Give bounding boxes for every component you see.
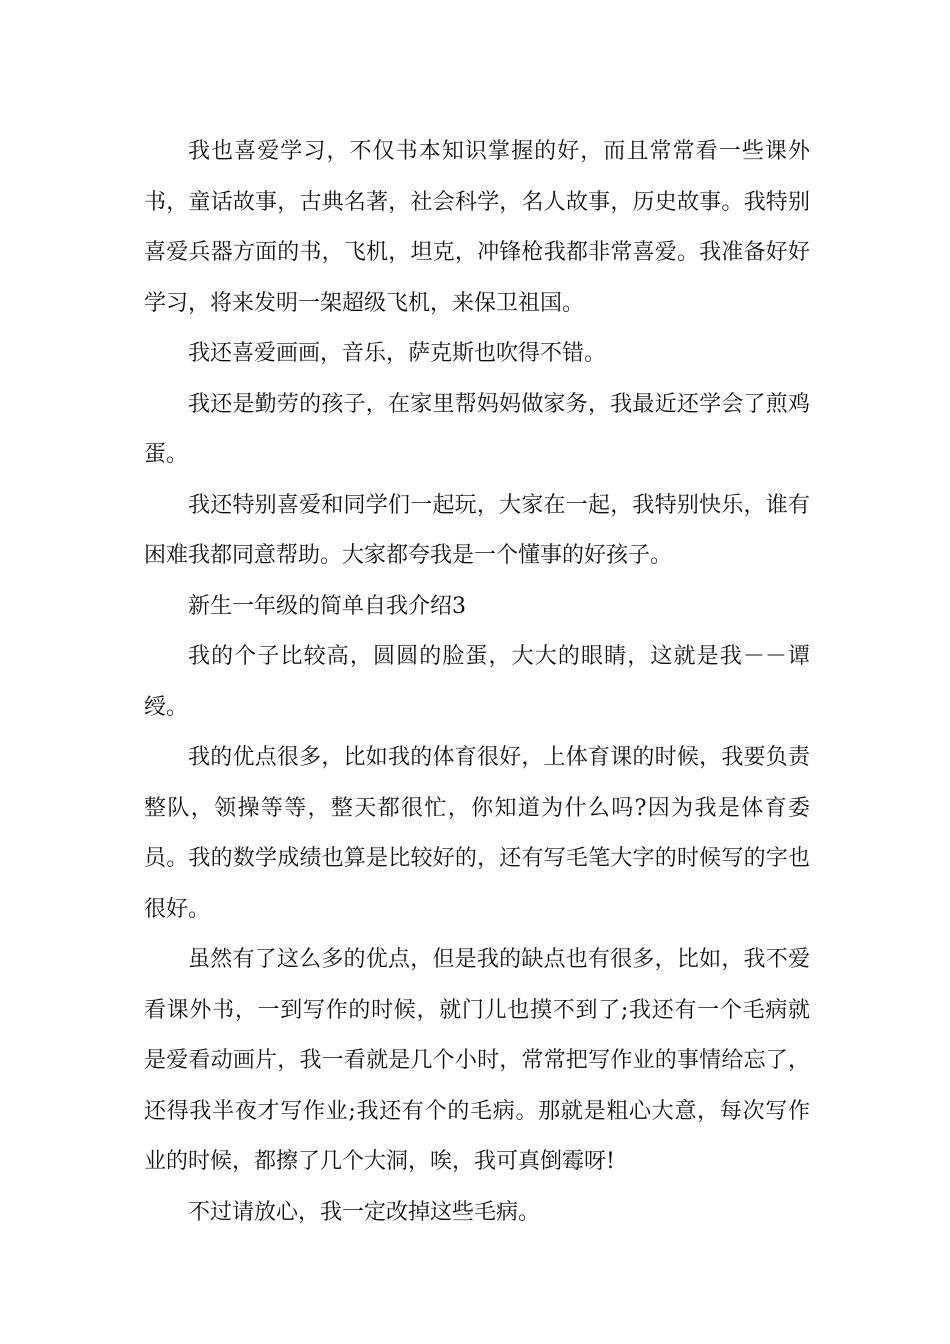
paragraph-conclusion: 不过请放心，我一定改掉这些毛病。 [188,1199,541,1225]
paragraph-housework: 我还是勤劳的孩子，在家里帮妈妈做家务，我最近还学会了煎鸡蛋。 [144,391,810,467]
paragraph-weaknesses: 虽然有了这么多的优点，但是我的缺点也有很多，比如，我不爱看课外书，一到写作的时候，就门儿也摸不到了;我还有一个毛病就是爱看动画片，我一看就是几个小时，常常把写作业的事情给忘了，还得我半夜才写作业;我还有个的毛病。那就是粗心大意，每次写作业的时候，都擦了几个大洞，唉，我可真倒霉呀! [144,947,810,1174]
paragraph-hobby-art-music: 我还喜爱画画，音乐，萨克斯也吹得不错。 [188,341,607,366]
paragraph-friends: 我还特别喜爱和同学们一起玩，大家在一起，我特别快乐，谁有困难我都同意帮助。大家都夸我是一个懂事的好孩子。 [144,492,810,568]
paragraph-hobby-reading: 我也喜爱学习，不仅书本知识掌握的好，而且常常看一些课外书，童话故事，古典名著，社会科学，名人故事，历史故事。我特别喜爱兵器方面的书，飞机，坦克，冲锋枪我都非常喜爱。我准备好好学习，将来发明一架超级飞机，来保卫祖国。 [144,139,810,316]
paragraph-strengths: 我的优点很多，比如我的体育很好，上体育课的时候，我要负责整队，领操等等，整天都很忙，你知道为什么吗?因为我是体育委员。我的数学成绩也算是比较好的，还有写毛笔大字的时候写的字也很好。 [144,745,810,922]
document-body [144,127,810,1238]
section-heading: 新生一年级的简单自我介绍3 [188,593,466,619]
paragraph-appearance: 我的个子比较高，圆圆的脸蛋，大大的眼睛，这就是我－－谭绶。 [144,644,810,720]
